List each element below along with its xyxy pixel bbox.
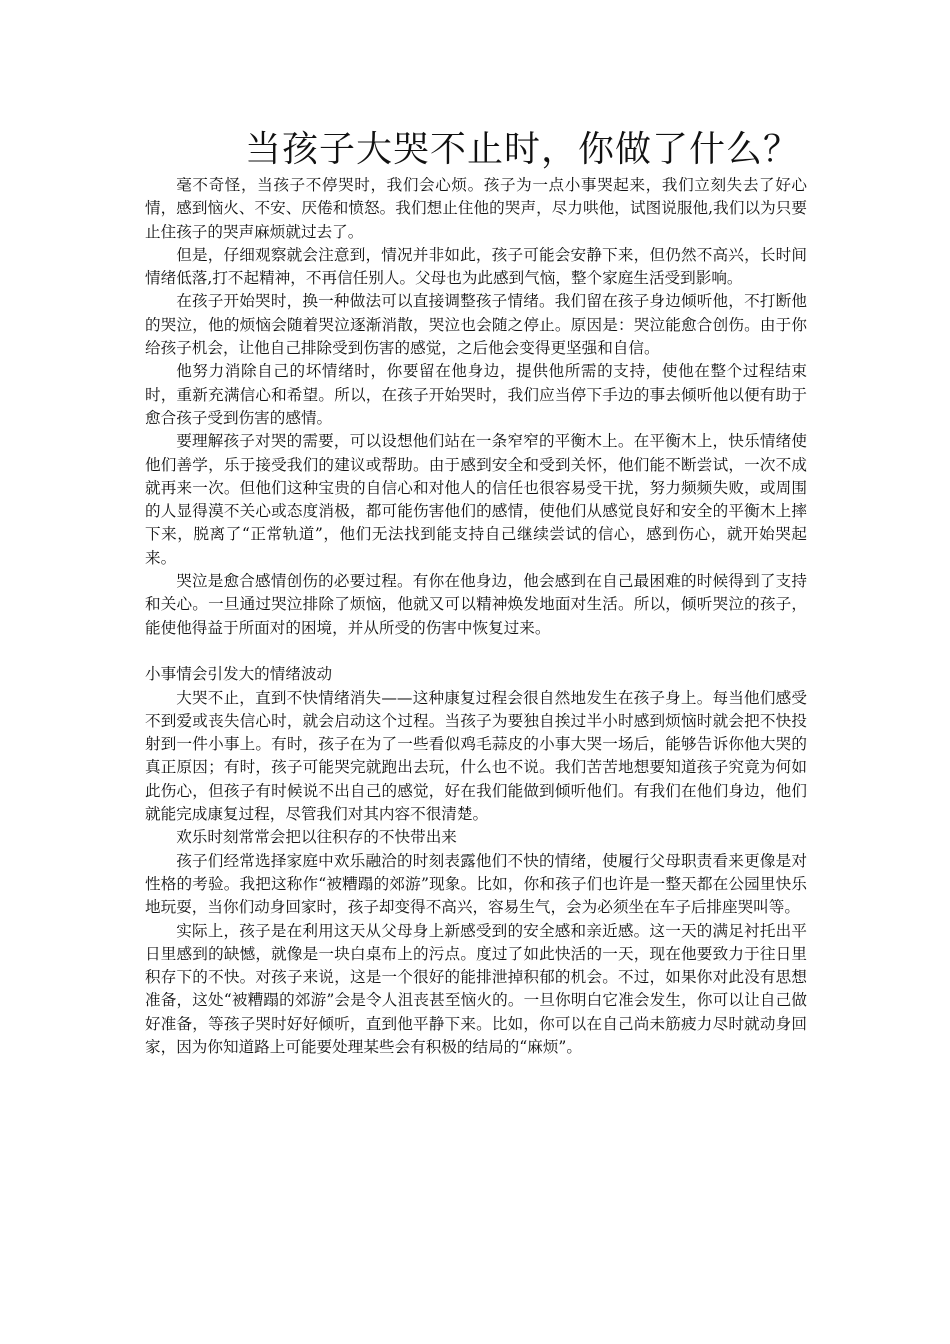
paragraph: 他努力消除自己的坏情绪时，你要留在他身边，提供他所需的支持，使他在整个过程结束时，重新充满信心和希望。所以，在孩子开始哭时，我们应当停下手边的事去倾听他以便有助于愈合孩子受到伤害的感情。 [145,362,807,427]
section-heading: 小事情会引发大的情绪波动 [145,665,333,684]
paragraph: 但是，仔细观察就会注意到，情况并非如此，孩子可能会安静下来，但仍然不高兴，长时间情绪低落,打不起精神，不再信任别人。父母也为此感到气恼，整个家庭生活受到影响。 [145,245,807,288]
paragraph: 要理解孩子对哭的需要，可以设想他们站在一条窄窄的平衡木上。在平衡木上，快乐情绪使他们善学，乐于接受我们的建议或帮助。由于感到安全和受到关怀，他们能不断尝试，一次不成就再来一次。但他们这种宝贵的自信心和对他人的信任也很容易受干扰，努力频频失败，或周围的人显得漠不关心或态度消极，都可能伤害他们的感情，使他们从感觉良好和安全的平衡木上摔下来，脱离了“正常轨道”，他们无法找到能支持自己继续尝试的信心，感到伤心，就开始哭起来。 [145,432,807,567]
page-title: 当孩子大哭不止时，你做了什么？ [244,129,800,170]
paragraph: 孩子们经常选择家庭中欢乐融洽的时刻表露他们不快的情绪，使履行父母职责看来更像是对性格的考验。我把这称作“被糟蹋的郊游”现象。比如，你和孩子们也许是一整天都在公园里快乐地玩耍，当你们动身回家时，孩子却变得不高兴，容易生气，会为必须坐在车子后排座哭叫等。 [145,851,807,917]
section-subheading: 欢乐时刻常常会把以往积存的不快带出来 [176,828,457,847]
paragraph: 毫不奇怪，当孩子不停哭时，我们会心烦。孩子为一点小事哭起来，我们立刻失去了好心情，感到恼火、不安、厌倦和愤怒。我们想止住他的哭声，尽力哄他，试图说服他,我们以为只要止住孩子的哭声麻烦就过去了。 [145,176,807,241]
paragraph: 哭泣是愈合感情创伤的必要过程。有你在他身边，他会感到在自己最困难的时候得到了支持和关心。一旦通过哭泣排除了烦恼，他就又可以精神焕发地面对生活。所以，倾听哭泣的孩子，能使他得益于所面对的困境，并从所受的伤害中恢复过来。 [145,572,807,637]
blank-line [145,640,807,663]
paragraph: 在孩子开始哭时，换一种做法可以直接调整孩子情绪。我们留在孩子身边倾听他，不打断他的哭泣，他的烦恼会随着哭泣逐渐消散，哭泣也会随之停止。原因是：哭泣能愈合创伤。由于你给孩子机会，让他自己排除受到伤害的感觉，之后他会变得更坚强和自信。 [145,292,807,358]
paragraph: 大哭不止，直到不快情绪消失——这种康复过程会很自然地发生在孩子身上。每当他们感受不到爱或丧失信心时，就会启动这个过程。当孩子为要独自挨过半小时感到烦恼时就会把不快投射到一件小事上。有时，孩子在为了一些看似鸡毛蒜皮的小事大哭一场后，能够告诉你他大哭的真正原因；有时，孩子可能哭完就跑出去玩，什么也不说。我们苦苦地想要知道孩子究竟为何如此伤心，但孩子有时候说不出自己的感觉，好在我们能做到倾听他们。有我们在他们身边，他们就能完成康复过程，尽管我们对其内容不很清楚。 [145,688,807,824]
article-body [145,174,807,1059]
paragraph: 实际上，孩子是在利用这天从父母身上新感受到的安全感和亲近感。这一天的满足衬托出平日里感到的缺憾，就像是一块白桌布上的污点。度过了如此快活的一天，现在他要致力于往日里积存下的不快。对孩子来说，这是一个很好的能排泄掉积郁的机会。不过，如果你对此没有思想准备，这处“被糟蹋的郊游”会是令人沮丧甚至恼火的。一旦你明白它准会发生，你可以让自己做好准备，等孩子哭时好好倾听，直到他平静下来。比如，你可以在自己尚未筋疲力尽时就动身回家，因为你知道路上可能要处理某些会有积极的结局的“麻烦”。 [145,921,807,1056]
